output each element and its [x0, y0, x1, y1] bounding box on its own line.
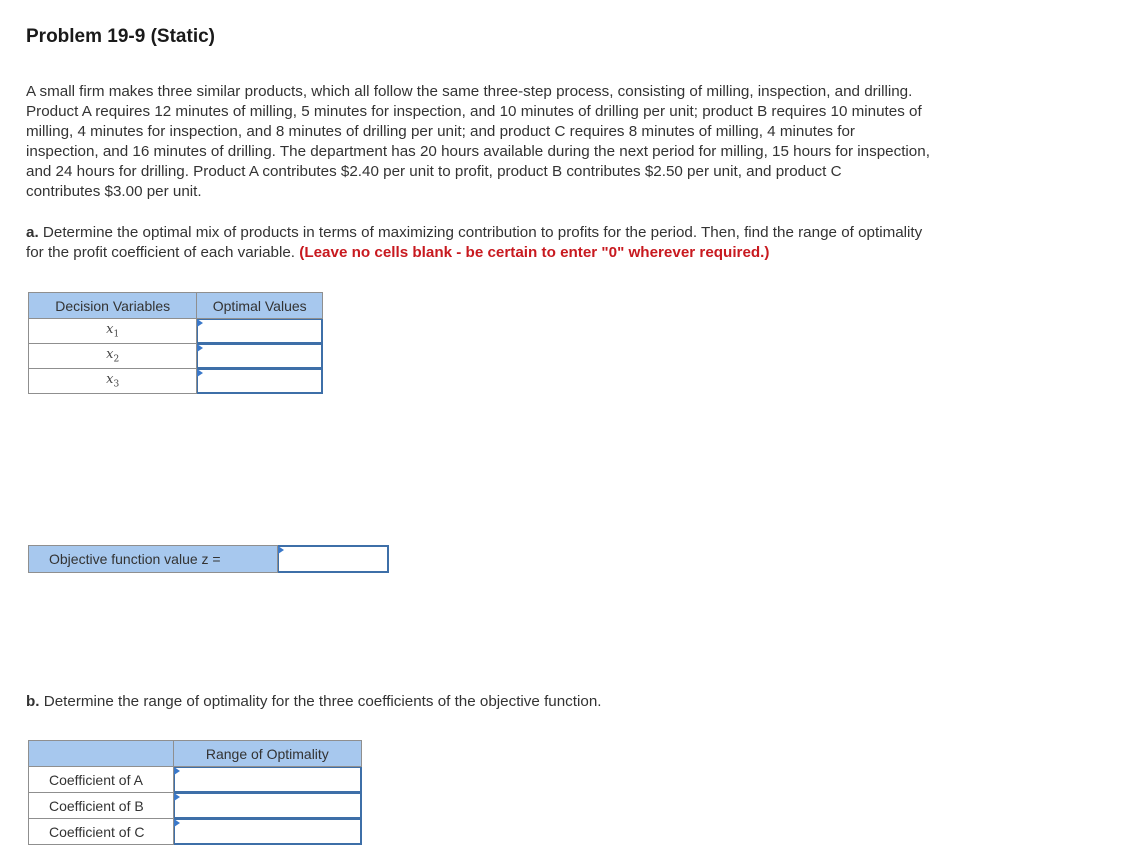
coefficient-c-cell	[173, 819, 361, 845]
statement-line: Product A requires 12 minutes of milling, 5 minutes for inspection, and 10 minutes of drilling per unit; product B requires 10 minutes of	[26, 103, 922, 121]
range-table-corner	[29, 741, 174, 767]
part-a-label: a.	[26, 224, 39, 241]
part-a-question	[26, 223, 1106, 263]
coefficient-b-input[interactable]	[174, 793, 361, 818]
coefficient-a-input[interactable]	[174, 767, 361, 792]
header-decision-variables: Decision Variables	[29, 293, 197, 319]
objective-value-cell	[278, 546, 389, 573]
optimal-value-x3-input[interactable]	[197, 369, 322, 393]
part-a-text: Determine the optimal mix of products in terms of maximizing contribution to profits for the period. Then, find the range of optimality	[42, 224, 923, 241]
coefficient-b-label: Coefficient of B	[29, 793, 174, 819]
objective-function-label: Objective function value z =	[29, 546, 278, 573]
part-a-instruction: (Leave no cells blank - be certain to enter "0" wherever required.)	[299, 244, 770, 262]
variable-x3: $x_3$	[29, 369, 197, 394]
range-of-optimality-table	[28, 740, 362, 845]
decision-variables-table	[28, 292, 323, 394]
part-b-question	[26, 692, 601, 712]
optimal-value-x2-input[interactable]	[197, 344, 322, 368]
coefficient-a-label: Coefficient of A	[29, 767, 174, 793]
optimal-value-x1-input[interactable]	[197, 319, 322, 343]
coefficient-c-input[interactable]	[174, 819, 361, 844]
page-title: Problem 19-9 (Static)	[26, 26, 215, 47]
part-a-text-2: for the profit coefficient of each variable.	[26, 244, 296, 262]
optimal-value-x3-cell	[197, 369, 323, 394]
coefficient-b-cell	[173, 793, 361, 819]
statement-line: contributes $3.00 per unit.	[26, 183, 202, 201]
statement-line: inspection, and 16 minutes of drilling. The department has 20 hours available during the next period for milling, 15 hours for inspection,	[26, 143, 930, 161]
optimal-value-x1-cell	[197, 319, 323, 344]
objective-function-table	[28, 545, 389, 573]
statement-line: A small firm makes three similar products, which all follow the same three-step process, consisting of milling, inspection, and drilling.	[26, 83, 913, 100]
part-b-label: b.	[26, 693, 40, 710]
variable-x1: $x_1$	[29, 319, 197, 344]
coefficient-c-label: Coefficient of C	[29, 819, 174, 845]
part-b-text: Determine the range of optimality for the three coefficients of the objective function.	[43, 693, 602, 710]
header-range-of-optimality: Range of Optimality	[173, 741, 361, 767]
objective-value-input[interactable]	[278, 546, 388, 572]
header-optimal-values: Optimal Values	[197, 293, 323, 319]
coefficient-a-cell	[173, 767, 361, 793]
statement-line: milling, 4 minutes for inspection, and 8 minutes of drilling per unit; and product C requires 8 minutes of milling, 4 minutes for	[26, 123, 855, 141]
problem-statement	[26, 82, 1096, 203]
statement-line: and 24 hours for drilling. Product A contributes $2.40 per unit to profit, product B contributes $2.50 per unit, and product C	[26, 163, 842, 181]
variable-x2: $x_2$	[29, 344, 197, 369]
optimal-value-x2-cell	[197, 344, 323, 369]
